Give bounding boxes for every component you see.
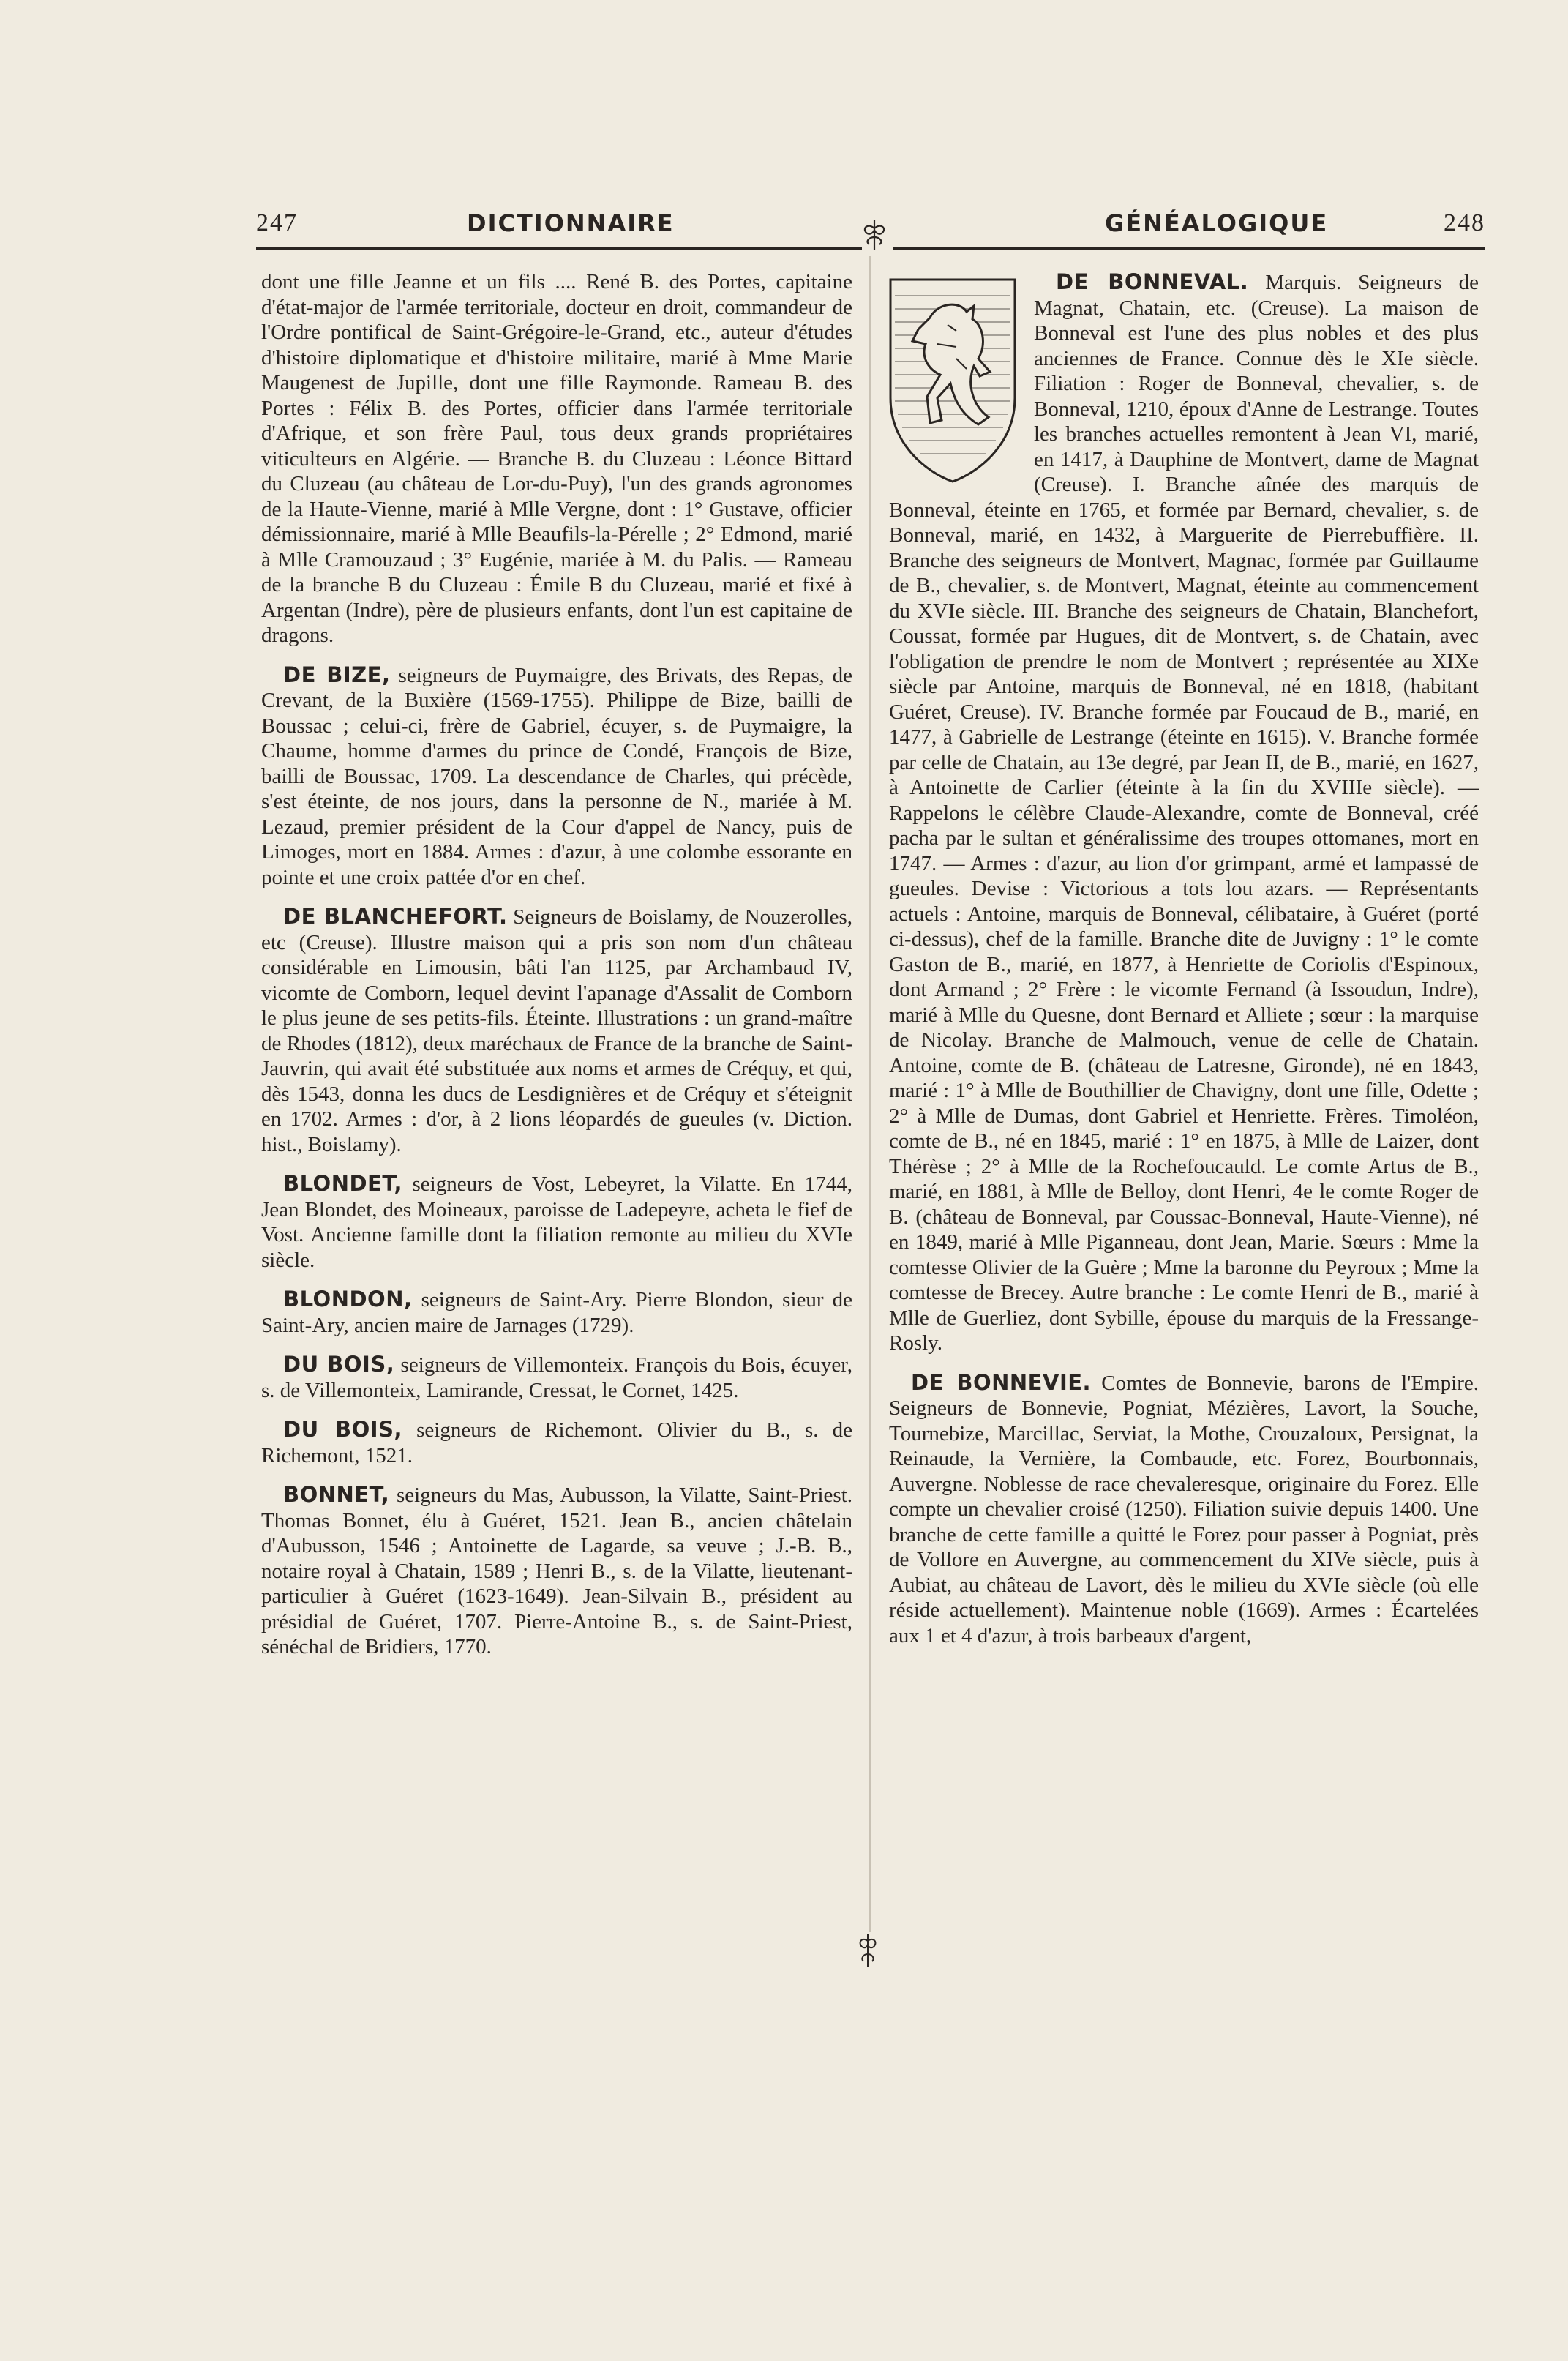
entry-text: seigneurs du Mas, Aubusson, la Vilatte, Saint-Priest. Thomas Bonnet, élu à Guéret, 1521. Jean B., ancien châtelain d'Aubusson, 1546 ; Antoinette de Lagarde, sa veuve ; J.-B. B., notaire royal à Chatain, 1589 ; Henri B., s. de la Vilatte, lieutenant-particulier à Guéret (1623-1649). Jean-Silvain B., président au présidial de Guéret, 1707. Pierre-Antoine B., s. de Saint-Priest, sénéchal de Bridiers, 1770. xyxy=(261,1483,852,1658)
fleuron-ornament-bottom-icon xyxy=(855,1931,881,1970)
page-number-left: 247 xyxy=(256,209,298,236)
header-rule-right xyxy=(893,247,1485,250)
entry-heading: DU BOIS, xyxy=(283,1352,395,1377)
header-title-left: DICTIONNAIRE xyxy=(467,209,675,237)
left-column xyxy=(261,269,852,1674)
right-column xyxy=(889,269,1479,1662)
header-rule-left xyxy=(256,247,862,250)
entry-heading: BONNET, xyxy=(283,1482,390,1507)
page-number-right: 248 xyxy=(1444,209,1485,236)
entry-text: Marquis. Seigneurs de Magnat, Chatain, etc. (Creuse). La maison de Bonneval est l'une des plus nobles et des plus anciennes de France. Connue dès le XIe siècle. Filiation : Roger de Bonneval, chevalier, s. de Bonneval, 1210, époux d'Anne de Lestrange. Toutes les branches actuelles remontent à Jean VI, marié, en 1417, à Dauphine de Montvert, dame de Magnat (Creuse). I. Branche aînée des marquis de Bonneval, éteinte en 1765, et formée par Bernard, chevalier, s. de Bonneval, marié, en 1432, à Marguerite de Pierrebuffière. II. Branche des seigneurs de Montvert, Magnac, formée par Guillaume de B., chevalier, s. de Montvert, Magnat, éteinte au commencement du XVIe siècle. III. Branche des seigneurs de Chatain, Blanchefort, Coussat, formée par Hugues, dit de Montvert, s. de Chatain, avec l'obligation de prendre le nom de Montvert ; représentée au XIXe siècle par Antoine, marquis de Bonneval, né en 1818, (habitant Guéret, Creuse). IV. Branche formée par Foucaud de B., marié, en 1477, à Gabrielle de Lestrange (éteinte en 1615). V. Branche formée par celle de Chatain, au 13e degré, par Jean II, de B., marié, en 1627, à Antoinette de Carlier (éteinte à la fin du XVIIIe siècle). — Rappelons le célèbre Claude-Alexandre, comte de Bonneval, créé pacha par le sultan et généralissime des troupes ottomanes, mort en 1747. — Armes : d'azur, au lion d'or grimpant, armé et lampassé de gueules. Devise : Victorious a tots lou azars. — Représentants actuels : Antoine, marquis de Bonneval, célibataire, à Guéret (porté ci-dessus), chef de la famille. Branche dite de Juvigny : 1° le comte Gaston de B., marié, en 1877, à Henriette de Coriolis d'Espinoux, dont Armand ; 2° Frère : le vicomte Fernand (à Issoudun, Indre), marié à Mlle du Quesne, dont Bernard et Alliete ; sœur : la marquise de Nicolay. Branche de Malmouch, venue de celle de Chatain. Antoine, comte de B. (château de Latresne, Gironde), né en 1843, marié : 1° à Mlle de Bouthillier de Chavigny, dont une fille, Odette ; 2° à Mlle de Dumas, dont Gabriel et Henriette. Frères. Timoléon, comte de B., né en 1845, marié : 1° en 1875, à Mlle de Laizer, dont Thérèse ; 2° à Mlle de la Rochefoucauld. Le comte Artus de B., marié, en 1881, à Mlle de Belloy, dont Henri, 4e le comte Roger de B. (château de Bonneval, par Coussac-Bonneval, Haute-Vienne), né en 1849, marié à Mlle Piganneau, dont Jean, Marie. Sœurs : Mme la comtesse Olivier de la Guère ; Mme la baronne du Peyroux ; Mme la comtesse de Brecey. Autre branche : Le comte Henri de B., marié à Mlle de Guerliez, dont Sybille, épouse du marquis de la Fressange-Rosly. xyxy=(889,271,1479,1355)
entry-du-bois-richemont xyxy=(261,1417,852,1468)
entry-du-bois-villemonteix xyxy=(261,1352,852,1403)
entry-text: seigneurs de Vost, Lebeyret, la Vilatte. En 1744, Jean Blondet, des Moineaux, paroisse de Ladepeyre, acheta le fief de Vost. Ancienne famille dont la filiation remonte au milieu du XVIe siècle. xyxy=(261,1172,852,1272)
entry-heading: DE BIZE, xyxy=(283,662,391,687)
entry-continuation: dont une fille Jeanne et un fils .... René B. des Portes, capitaine d'état-major de l'armée territoriale, docteur en droit, commandeur de l'Ordre pontifical de Saint-Grégoire-le-Grand, etc., auteur d'études d'histoire diplomatique et d'histoire militaire, marié à Mme Marie Maugenest de Jupille, dont une fille Raymonde. Rameau B. des Portes : Félix B. des Portes, officier dans l'armée territoriale d'Afrique, et son frère Paul, tous deux grands propriétaires viticulteurs en Algérie. — Branche B. du Cluzeau : Léonce Bittard du Cluzeau (au château de Lor-du-Puy), l'un des grands agronomes de la Haute-Vienne, marié à Mlle Vergne, dont : 1° Gustave, officier démissionnaire, marié à Mlle Beaufils-la-Pérelle ; 2° Edmond, marié à Mlle Cramouzaud ; 3° Eugénie, mariée à M. du Palis. — Rameau de la branche B du Cluzeau : Émile B du Cluzeau, marié et fixé à Argentan (Indre), père de plusieurs enfants, dont l'un est capitaine de dragons. xyxy=(261,270,852,647)
entry-de-bize xyxy=(261,662,852,891)
entry-heading: DE BONNEVIE. xyxy=(911,1369,1092,1395)
entry-heading: DE BONNEVAL. xyxy=(1056,269,1249,294)
entry-blondet xyxy=(261,1171,852,1273)
entry-text: seigneurs de Richemont. Olivier du B., s. de Richemont, 1521. xyxy=(261,1418,853,1467)
entry-de-bonnevie xyxy=(889,1370,1479,1649)
header-title-right: GÉNÉALOGIQUE xyxy=(1105,209,1329,237)
entry-text: seigneurs de Puymaigre, des Brivats, des Repas, de Crevant, de la Buxière (1569-1755). Philippe de Bize, bailli de Boussac ; celui-ci, frère de Gabriel, écuyer, s. de Puymaigre, la Chaume, homme d'armes du prince de Condé, François de Bize, bailli de Boussac, 1709. La descendance de Charles, qui précède, s'est éteinte, de nos jours, dans la personne de N., mariée à M. Lezaud, premier président de la Cour d'appel de Nancy, puis de Limoges, mort en 1884. Armes : d'azur, à une colombe essorante en pointe et une croix pattée d'or en chef. xyxy=(261,663,853,889)
entry-heading: DE BLANCHEFORT. xyxy=(283,904,508,929)
entry-blondon xyxy=(261,1287,852,1338)
entry-heading: BLONDET, xyxy=(283,1171,403,1196)
entry-text: seigneurs de Saint-Ary. Pierre Blondon, sieur de Saint-Ary, ancien maire de Jarnages (1729). xyxy=(261,1288,853,1337)
fleuron-ornament-icon xyxy=(859,218,890,252)
entry-text: seigneurs de Villemonteix. François du Bois, écuyer, s. de Villemonteix, Lamirande, Cressat, le Cornet, 1425. xyxy=(261,1353,852,1402)
entry-bonnet xyxy=(261,1482,852,1660)
column-divider xyxy=(869,256,871,1932)
entry-de-blanchefort xyxy=(261,904,852,1157)
entry-text: Seigneurs de Boislamy, de Nouzerolles, etc (Creuse). Illustre maison qui a pris son nom d'un château considérable en Limousin, bâti l'an 1125, par Archambaud IV, vicomte de Comborn, lequel devint l'apanage d'Assalit de Comborn le plus jeune de ses petits-fils. Éteinte. Illustrations : un grand-maître de Rhodes (1812), deux maréchaux de France de la branche de Saint-Jauvrin, qui avait été substituée aux noms et armes de Créquy, et qui, dès 1543, donna les ducs de Lesdignières et de Créquy et s'éteignit en 1702. Armes : d'or, à 2 lions léopardés de gueules (v. Diction. hist., Boislamy). xyxy=(261,905,852,1156)
entry-text: Comtes de Bonnevie, barons de l'Empire. Seigneurs de Bonnevie, Pogniat, Mézières, Lavort, la Souche, Tournebize, Marcillac, Serviat, la Mothe, Crouzaloux, Persignat, la Reinaude, la Vernière, la Combaude, etc. Forez, Bourbonnais, Auvergne. Noblesse de race chevaleresque, originaire du Forez. Elle compte un chevalier croisé (1250). Filiation suivie depuis 1400. Une branche de cette famille a quitté le Forez pour passer à Pogniat, près de Vollore en Auvergne, au commencement du XIVe siècle, puis à Aubiat, au château de Lavort, dès le milieu du XVIe siècle (où elle réside actuellement). Maintenue noble (1669). Armes : Écartelées aux 1 et 4 d'azur, à trois barbeaux d'argent, xyxy=(889,1371,1479,1647)
entry-heading: DU BOIS, xyxy=(283,1417,403,1442)
coat-of-arms-lion-icon xyxy=(886,274,1019,486)
entry-heading: BLONDON, xyxy=(283,1287,413,1312)
